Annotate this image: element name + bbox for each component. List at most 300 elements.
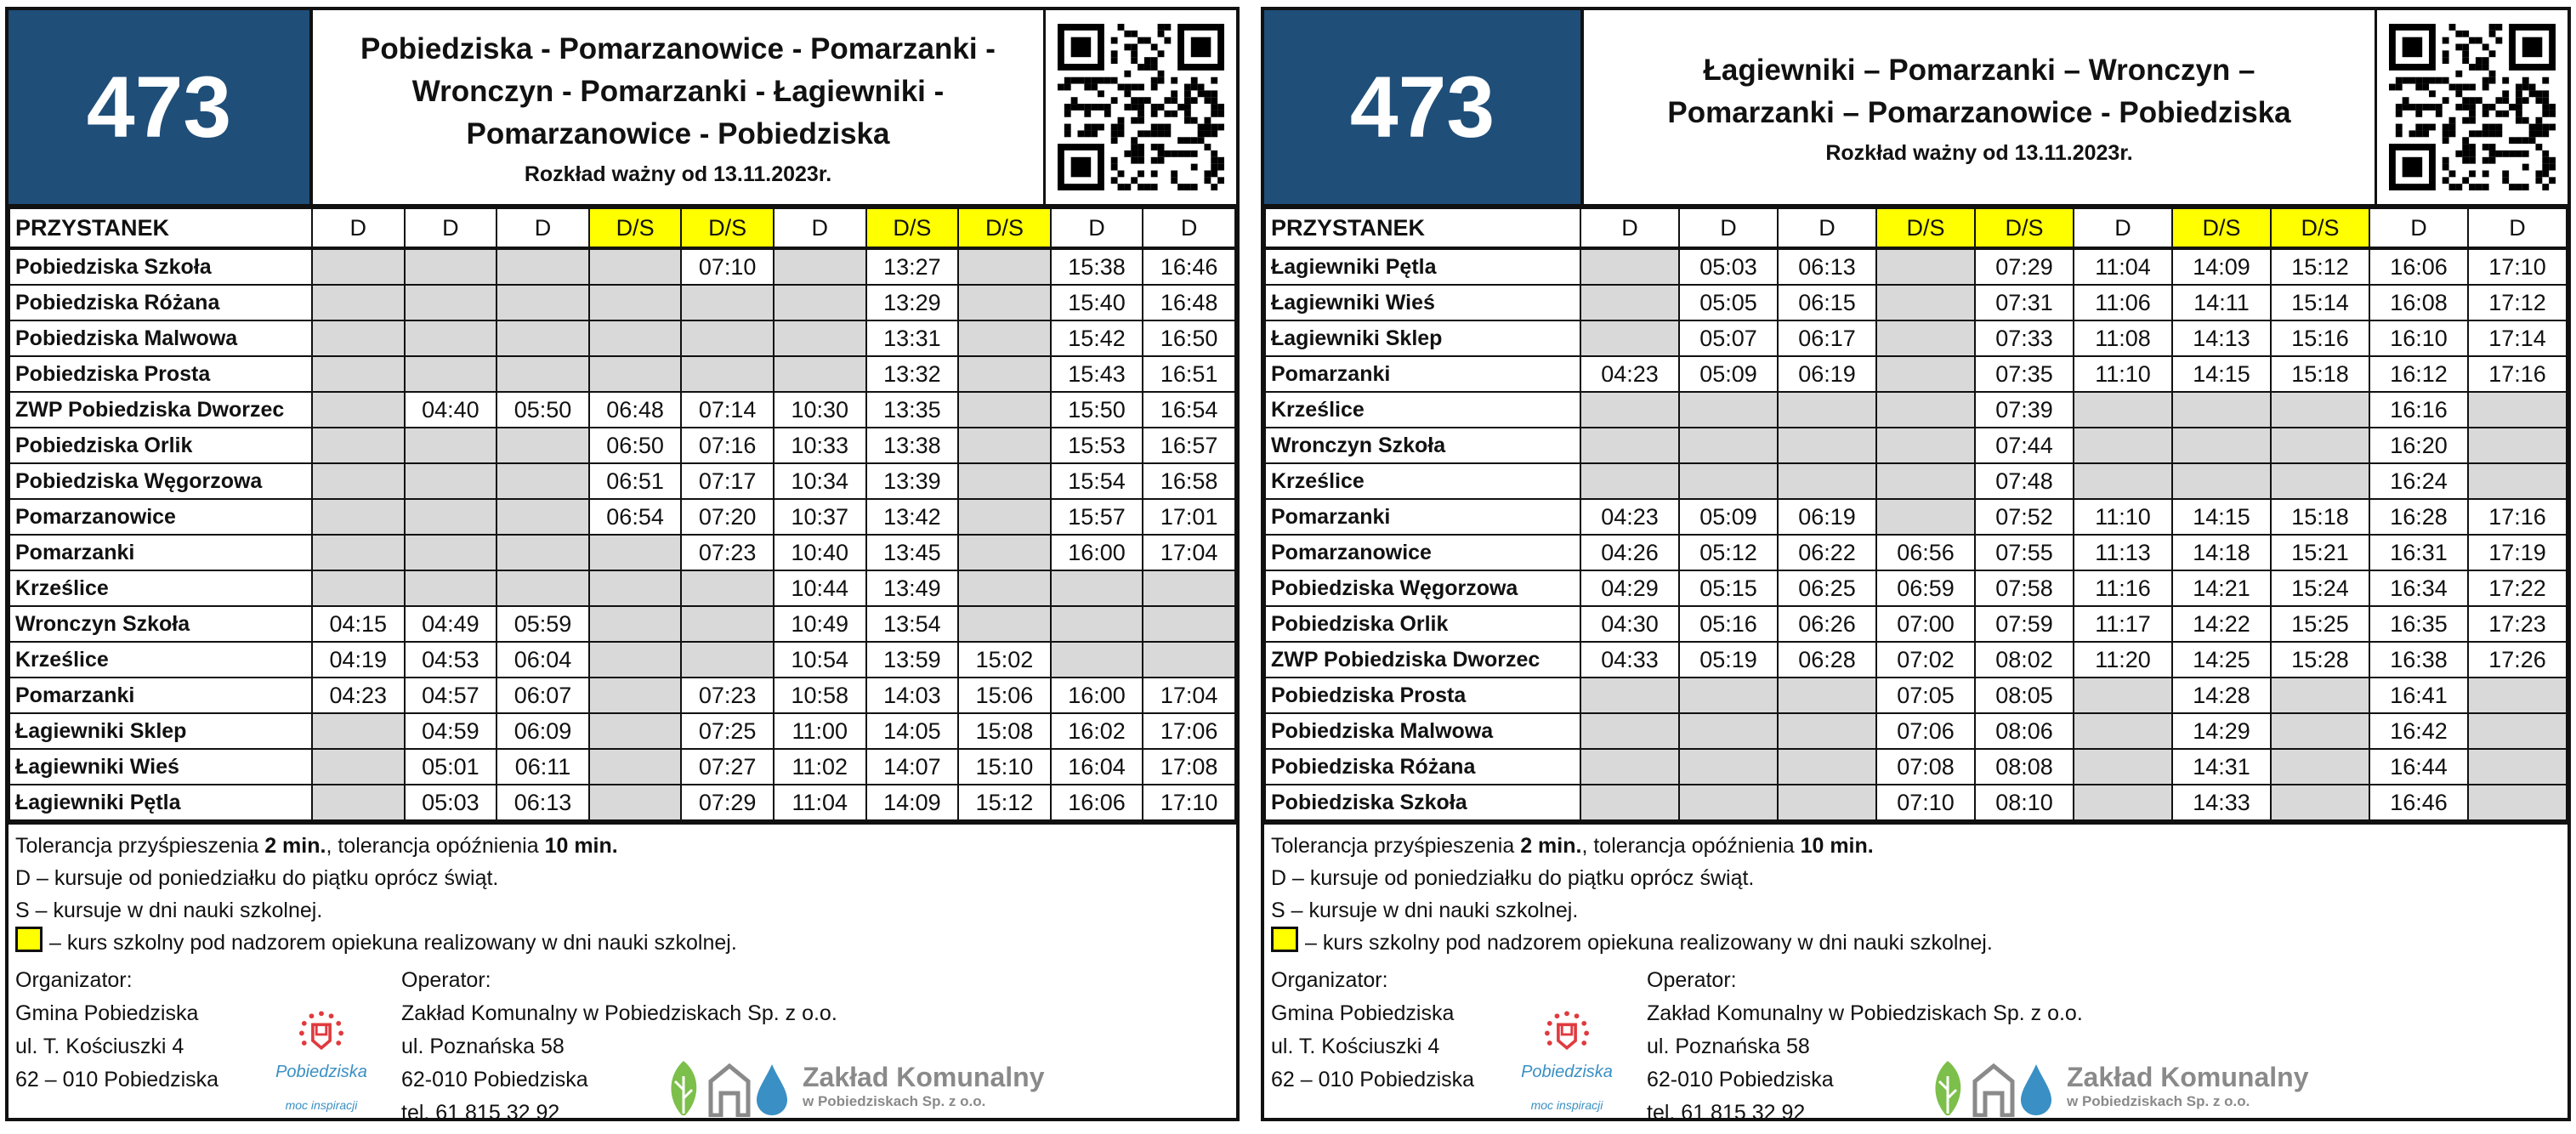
- departure-time: 07:05: [1876, 678, 1975, 713]
- departure-time: [2172, 392, 2271, 428]
- departure-time: [405, 320, 497, 356]
- departure-time: [1778, 749, 1876, 785]
- departure-time: 16:51: [1143, 356, 1235, 392]
- departure-time: 16:20: [2369, 428, 2468, 463]
- stop-name: Łagiewniki Pętla: [1265, 248, 1580, 285]
- departure-time: [774, 285, 866, 320]
- departure-time: 11:00: [774, 713, 866, 749]
- departure-time: 06:19: [1778, 499, 1876, 535]
- departure-time: 06:54: [589, 499, 682, 535]
- departure-time: 16:02: [1051, 713, 1143, 749]
- timetable-table: [1264, 207, 2567, 821]
- departure-time: 15:12: [958, 785, 1051, 820]
- departure-time: [496, 499, 589, 535]
- departure-time: 06:11: [496, 749, 589, 785]
- column-header: D: [2369, 208, 2468, 248]
- departure-time: 15:25: [2271, 606, 2369, 642]
- departure-time: 06:50: [589, 428, 682, 463]
- departure-time: 15:02: [958, 642, 1051, 678]
- pobiedziska-emblem-icon: [1535, 1010, 1599, 1054]
- stop-name: Pobiedziska Szkoła: [9, 248, 312, 285]
- departure-time: 04:15: [312, 606, 405, 642]
- timetable-right: [1261, 7, 2571, 1125]
- departure-time: 11:13: [2074, 535, 2172, 570]
- stop-column-header: PRZYSTANEK: [1265, 208, 1580, 248]
- departure-time: 13:39: [866, 463, 959, 499]
- departure-time: 15:42: [1051, 320, 1143, 356]
- column-header: D: [1580, 208, 1679, 248]
- departure-time: [589, 713, 682, 749]
- stop-name: ZWP Pobiedziska Dworzec: [1265, 642, 1580, 678]
- departure-time: [681, 642, 774, 678]
- departure-time: [1580, 320, 1679, 356]
- operator: Operator: Zakład Komunalny w Pobiedziskach Sp. z o.o. ul. Poznańska 58 62-010 Pobiedziska tel. 61 815 32 92: [401, 968, 837, 1125]
- departure-time: [312, 428, 405, 463]
- departure-time: [312, 392, 405, 428]
- table-row: [9, 606, 1235, 642]
- departure-time: [1679, 463, 1778, 499]
- departure-time: 16:54: [1143, 392, 1235, 428]
- departure-time: 15:28: [2271, 642, 2369, 678]
- departure-time: [405, 356, 497, 392]
- stop-name: Pomarzanki: [1265, 499, 1580, 535]
- column-header: D: [1778, 208, 1876, 248]
- departure-time: 07:31: [1975, 285, 2074, 320]
- departure-time: [312, 248, 405, 285]
- departure-time: 06:51: [589, 463, 682, 499]
- departure-time: [1580, 248, 1679, 285]
- departure-time: [958, 248, 1051, 285]
- departure-time: [1778, 713, 1876, 749]
- departure-time: 16:35: [2369, 606, 2468, 642]
- departure-time: [312, 356, 405, 392]
- departure-time: 10:40: [774, 535, 866, 570]
- departure-time: 04:23: [1580, 356, 1679, 392]
- departure-time: 16:58: [1143, 463, 1235, 499]
- departure-time: 13:54: [866, 606, 959, 642]
- stop-name: Pomarzanki: [1265, 356, 1580, 392]
- departure-time: [1876, 248, 1975, 285]
- departure-time: 07:23: [681, 678, 774, 713]
- departure-time: 04:23: [312, 678, 405, 713]
- stop-name: Pobiedziska Orlik: [1265, 606, 1580, 642]
- departure-time: 04:26: [1580, 535, 1679, 570]
- departure-time: 10:37: [774, 499, 866, 535]
- table-row: [1265, 320, 2567, 356]
- departure-time: [2468, 392, 2567, 428]
- departure-time: [2074, 428, 2172, 463]
- departure-time: 16:34: [2369, 570, 2468, 606]
- departure-time: [958, 606, 1051, 642]
- departure-time: 13:49: [866, 570, 959, 606]
- departure-time: 07:39: [1975, 392, 2074, 428]
- timetable-left: [5, 7, 1240, 1125]
- departure-time: 13:35: [866, 392, 959, 428]
- departure-time: 14:13: [2172, 320, 2271, 356]
- departure-time: 15:50: [1051, 392, 1143, 428]
- departure-time: 16:10: [2369, 320, 2468, 356]
- legend-s: S – kursuje w dni nauki szkolnej.: [1271, 899, 1579, 922]
- departure-time: 11:04: [774, 785, 866, 820]
- departure-time: [2074, 785, 2172, 820]
- departure-time: 14:29: [2172, 713, 2271, 749]
- departure-time: 14:15: [2172, 499, 2271, 535]
- departure-time: [2074, 392, 2172, 428]
- stop-name: Łagiewniki Wieś: [1265, 285, 1580, 320]
- departure-time: [496, 356, 589, 392]
- departure-time: 15:57: [1051, 499, 1143, 535]
- table-row: [1265, 392, 2567, 428]
- departure-time: 11:08: [2074, 320, 2172, 356]
- departure-time: [312, 713, 405, 749]
- legend-d: D – kursuje od poniedziałku do piątku oprócz świąt.: [1271, 866, 1755, 890]
- column-header: D: [1679, 208, 1778, 248]
- departure-time: 15:24: [2271, 570, 2369, 606]
- departure-time: [405, 499, 497, 535]
- stop-name: Pobiedziska Węgorzowa: [9, 463, 312, 499]
- stop-name: Łagiewniki Pętla: [9, 785, 312, 820]
- departure-time: [1580, 785, 1679, 820]
- departure-time: 15:16: [2271, 320, 2369, 356]
- column-header: D/S: [958, 208, 1051, 248]
- departure-time: 15:14: [2271, 285, 2369, 320]
- departure-time: [496, 570, 589, 606]
- table-row: [9, 785, 1235, 820]
- stop-name: Pobiedziska Prosta: [1265, 678, 1580, 713]
- route-title: [313, 10, 1046, 204]
- departure-time: 11:04: [2074, 248, 2172, 285]
- departure-time: 10:30: [774, 392, 866, 428]
- departure-time: 07:00: [1876, 606, 1975, 642]
- departure-time: [1679, 678, 1778, 713]
- departure-time: [1778, 392, 1876, 428]
- column-header: D/S: [681, 208, 774, 248]
- departure-time: [681, 285, 774, 320]
- stop-name: Wronczyn Szkoła: [1265, 428, 1580, 463]
- departure-time: [1679, 428, 1778, 463]
- departure-time: 06:56: [1876, 535, 1975, 570]
- departure-time: 13:38: [866, 428, 959, 463]
- departure-time: 05:03: [405, 785, 497, 820]
- departure-time: [681, 320, 774, 356]
- departure-time: 14:07: [866, 749, 959, 785]
- table-row: [9, 499, 1235, 535]
- departure-time: [774, 248, 866, 285]
- departure-time: 05:07: [1679, 320, 1778, 356]
- departure-time: 13:27: [866, 248, 959, 285]
- departure-time: 07:35: [1975, 356, 2074, 392]
- departure-time: [2074, 749, 2172, 785]
- column-header: D: [496, 208, 589, 248]
- departure-time: [1143, 642, 1235, 678]
- departure-time: 15:21: [2271, 535, 2369, 570]
- departure-time: [2172, 428, 2271, 463]
- departure-time: [2271, 713, 2369, 749]
- departure-time: 11:20: [2074, 642, 2172, 678]
- departure-time: 08:05: [1975, 678, 2074, 713]
- notes: [9, 821, 1236, 964]
- column-header: D/S: [589, 208, 682, 248]
- departure-time: 07:58: [1975, 570, 2074, 606]
- departure-time: 16:31: [2369, 535, 2468, 570]
- departure-time: 17:16: [2468, 499, 2567, 535]
- departure-time: [1876, 428, 1975, 463]
- departure-time: 07:17: [681, 463, 774, 499]
- route-line-3: Pomarzanowice - Pobiedziska: [466, 116, 890, 150]
- stop-name: Pobiedziska Różana: [1265, 749, 1580, 785]
- departure-time: [496, 248, 589, 285]
- stop-name: Krześlice: [9, 570, 312, 606]
- operator: Operator: Zakład Komunalny w Pobiedziskach Sp. z o.o. ul. Poznańska 58 62-010 Pobiedziska tel. 61 815 32 92: [1647, 968, 2083, 1125]
- departure-time: [1580, 463, 1679, 499]
- departure-time: 05:15: [1679, 570, 1778, 606]
- notes: [1264, 821, 2567, 964]
- departure-time: [2074, 463, 2172, 499]
- departure-time: 15:38: [1051, 248, 1143, 285]
- departure-time: 17:06: [1143, 713, 1235, 749]
- departure-time: [1876, 499, 1975, 535]
- departure-time: 16:38: [2369, 642, 2468, 678]
- table-row: [9, 678, 1235, 713]
- departure-time: 05:09: [1679, 356, 1778, 392]
- table-row: [9, 463, 1235, 499]
- legend-d: D – kursuje od poniedziałku do piątku oprócz świąt.: [15, 866, 499, 890]
- departure-time: [2074, 713, 2172, 749]
- departure-time: [1143, 606, 1235, 642]
- departure-time: 16:46: [2369, 785, 2468, 820]
- table-row: [9, 428, 1235, 463]
- departure-time: [589, 642, 682, 678]
- departure-time: 11:17: [2074, 606, 2172, 642]
- departure-time: 16:24: [2369, 463, 2468, 499]
- departure-time: 07:29: [1975, 248, 2074, 285]
- table-row: [9, 248, 1235, 285]
- departure-time: 13:31: [866, 320, 959, 356]
- departure-time: 16:57: [1143, 428, 1235, 463]
- timetable-header: [9, 10, 1236, 207]
- route-line-1: Pobiedziska - Pomarzanowice - Pomarzanki -: [360, 31, 996, 65]
- table-row: [1265, 463, 2567, 499]
- qr-code-icon[interactable]: [2377, 10, 2567, 204]
- departure-time: 06:19: [1778, 356, 1876, 392]
- departure-time: 04:29: [1580, 570, 1679, 606]
- legend-s: S – kursuje w dni nauki szkolnej.: [15, 899, 323, 922]
- departure-time: [1679, 749, 1778, 785]
- departure-time: [312, 499, 405, 535]
- leaf-house-drop-icon: [1927, 1056, 2055, 1117]
- departure-time: 13:59: [866, 642, 959, 678]
- departure-time: 14:28: [2172, 678, 2271, 713]
- departure-time: 04:23: [1580, 499, 1679, 535]
- departure-time: [1876, 392, 1975, 428]
- departure-time: 15:53: [1051, 428, 1143, 463]
- departure-time: [496, 285, 589, 320]
- departure-time: 08:08: [1975, 749, 2074, 785]
- departure-time: [2271, 785, 2369, 820]
- departure-time: [589, 749, 682, 785]
- table-row: [9, 570, 1235, 606]
- departure-time: [312, 785, 405, 820]
- column-header: D/S: [1876, 208, 1975, 248]
- departure-time: [405, 285, 497, 320]
- departure-time: 14:09: [2172, 248, 2271, 285]
- table-row: [9, 285, 1235, 320]
- departure-time: [774, 356, 866, 392]
- departure-time: 06:17: [1778, 320, 1876, 356]
- departure-time: [1679, 392, 1778, 428]
- departure-time: [2468, 785, 2567, 820]
- yellow-square-icon: [1271, 927, 1298, 952]
- departure-time: 17:12: [2468, 285, 2567, 320]
- departure-time: [958, 570, 1051, 606]
- departure-time: [1580, 678, 1679, 713]
- column-header: D/S: [866, 208, 959, 248]
- table-row: [1265, 606, 2567, 642]
- departure-time: 17:14: [2468, 320, 2567, 356]
- column-header: D/S: [1975, 208, 2074, 248]
- departure-time: [2468, 749, 2567, 785]
- timetable-table: [9, 207, 1236, 821]
- departure-time: [958, 356, 1051, 392]
- departure-time: [1580, 285, 1679, 320]
- column-header: D: [312, 208, 405, 248]
- departure-time: [2468, 428, 2567, 463]
- departure-time: 04:33: [1580, 642, 1679, 678]
- departure-time: 10:54: [774, 642, 866, 678]
- stop-name: Łagiewniki Sklep: [9, 713, 312, 749]
- departure-time: 15:12: [2271, 248, 2369, 285]
- column-header: D: [2468, 208, 2567, 248]
- zaklad-komunalny-logo: Zakład Komunalny w Pobiedziskach Sp. z o.o.: [663, 1056, 1045, 1117]
- departure-time: [2271, 463, 2369, 499]
- table-row: [1265, 285, 2567, 320]
- departure-time: 14:21: [2172, 570, 2271, 606]
- route-line-2: Pomarzanki – Pomarzanowice - Pobiedziska: [1667, 95, 2291, 129]
- table-row: [9, 356, 1235, 392]
- departure-time: [958, 285, 1051, 320]
- column-header: D/S: [2172, 208, 2271, 248]
- departure-time: [312, 535, 405, 570]
- departure-time: 13:29: [866, 285, 959, 320]
- departure-time: [589, 320, 682, 356]
- departure-time: [681, 606, 774, 642]
- departure-time: [774, 320, 866, 356]
- column-header: D: [774, 208, 866, 248]
- stop-name: Pomarzanki: [9, 678, 312, 713]
- footer: [1264, 964, 2567, 1134]
- departure-time: 13:42: [866, 499, 959, 535]
- departure-time: [312, 570, 405, 606]
- departure-time: 15:06: [958, 678, 1051, 713]
- departure-time: [496, 428, 589, 463]
- departure-time: 16:50: [1143, 320, 1235, 356]
- column-header: D: [405, 208, 497, 248]
- departure-time: 07:14: [681, 392, 774, 428]
- departure-time: 17:16: [2468, 356, 2567, 392]
- departure-time: 16:12: [2369, 356, 2468, 392]
- qr-code-icon[interactable]: [1046, 10, 1236, 204]
- departure-time: 14:03: [866, 678, 959, 713]
- departure-time: 07:02: [1876, 642, 1975, 678]
- line-number: 473: [1264, 10, 1584, 204]
- departure-time: 14:22: [2172, 606, 2271, 642]
- table-row: [1265, 678, 2567, 713]
- departure-time: [1778, 678, 1876, 713]
- departure-time: [1876, 285, 1975, 320]
- departure-time: [1051, 642, 1143, 678]
- departure-time: 04:53: [405, 642, 497, 678]
- stop-column-header: PRZYSTANEK: [9, 208, 312, 248]
- departure-time: [589, 570, 682, 606]
- departure-time: [1679, 713, 1778, 749]
- departure-time: 14:18: [2172, 535, 2271, 570]
- departure-time: 15:10: [958, 749, 1051, 785]
- departure-time: 07:48: [1975, 463, 2074, 499]
- stop-name: Pobiedziska Różana: [9, 285, 312, 320]
- departure-time: 10:58: [774, 678, 866, 713]
- departure-time: 10:34: [774, 463, 866, 499]
- timetable-header: [1264, 10, 2567, 207]
- departure-time: [958, 320, 1051, 356]
- departure-time: 06:13: [1778, 248, 1876, 285]
- column-header: D: [2074, 208, 2172, 248]
- departure-time: 11:10: [2074, 356, 2172, 392]
- departure-time: 05:05: [1679, 285, 1778, 320]
- departure-time: [1580, 713, 1679, 749]
- departure-time: [496, 463, 589, 499]
- departure-time: 05:12: [1679, 535, 1778, 570]
- departure-time: [405, 463, 497, 499]
- departure-time: [1051, 570, 1143, 606]
- stop-name: Krześlice: [1265, 463, 1580, 499]
- route-line-2: Wronczyn - Pomarzanki - Łagiewniki -: [411, 74, 945, 108]
- departure-time: 07:52: [1975, 499, 2074, 535]
- departure-time: 06:09: [496, 713, 589, 749]
- departure-time: 14:11: [2172, 285, 2271, 320]
- pobiedziska-emblem-icon: [289, 1010, 354, 1054]
- departure-time: [405, 248, 497, 285]
- departure-time: 08:06: [1975, 713, 2074, 749]
- departure-time: 07:25: [681, 713, 774, 749]
- departure-time: [1679, 785, 1778, 820]
- departure-time: 16:04: [1051, 749, 1143, 785]
- departure-time: 14:25: [2172, 642, 2271, 678]
- departure-time: [1580, 428, 1679, 463]
- departure-time: 05:19: [1679, 642, 1778, 678]
- departure-time: 17:08: [1143, 749, 1235, 785]
- departure-time: 15:43: [1051, 356, 1143, 392]
- departure-time: 11:10: [2074, 499, 2172, 535]
- table-row: [9, 713, 1235, 749]
- departure-time: 06:48: [589, 392, 682, 428]
- departure-time: [958, 499, 1051, 535]
- departure-time: 16:06: [2369, 248, 2468, 285]
- footer: [9, 964, 1236, 1134]
- table-row: [1265, 570, 2567, 606]
- departure-time: [2271, 678, 2369, 713]
- departure-time: 05:59: [496, 606, 589, 642]
- departure-time: [589, 356, 682, 392]
- yellow-square-icon: [15, 927, 43, 952]
- departure-time: [958, 463, 1051, 499]
- departure-time: 16:28: [2369, 499, 2468, 535]
- departure-time: [589, 248, 682, 285]
- departure-time: [405, 535, 497, 570]
- departure-time: [958, 535, 1051, 570]
- organizer: Organizator: Gmina Pobiedziska ul. T. Kościuszki 4 62 – 010 Pobiedziska: [15, 968, 219, 1091]
- leaf-house-drop-icon: [663, 1056, 791, 1117]
- departure-time: 06:28: [1778, 642, 1876, 678]
